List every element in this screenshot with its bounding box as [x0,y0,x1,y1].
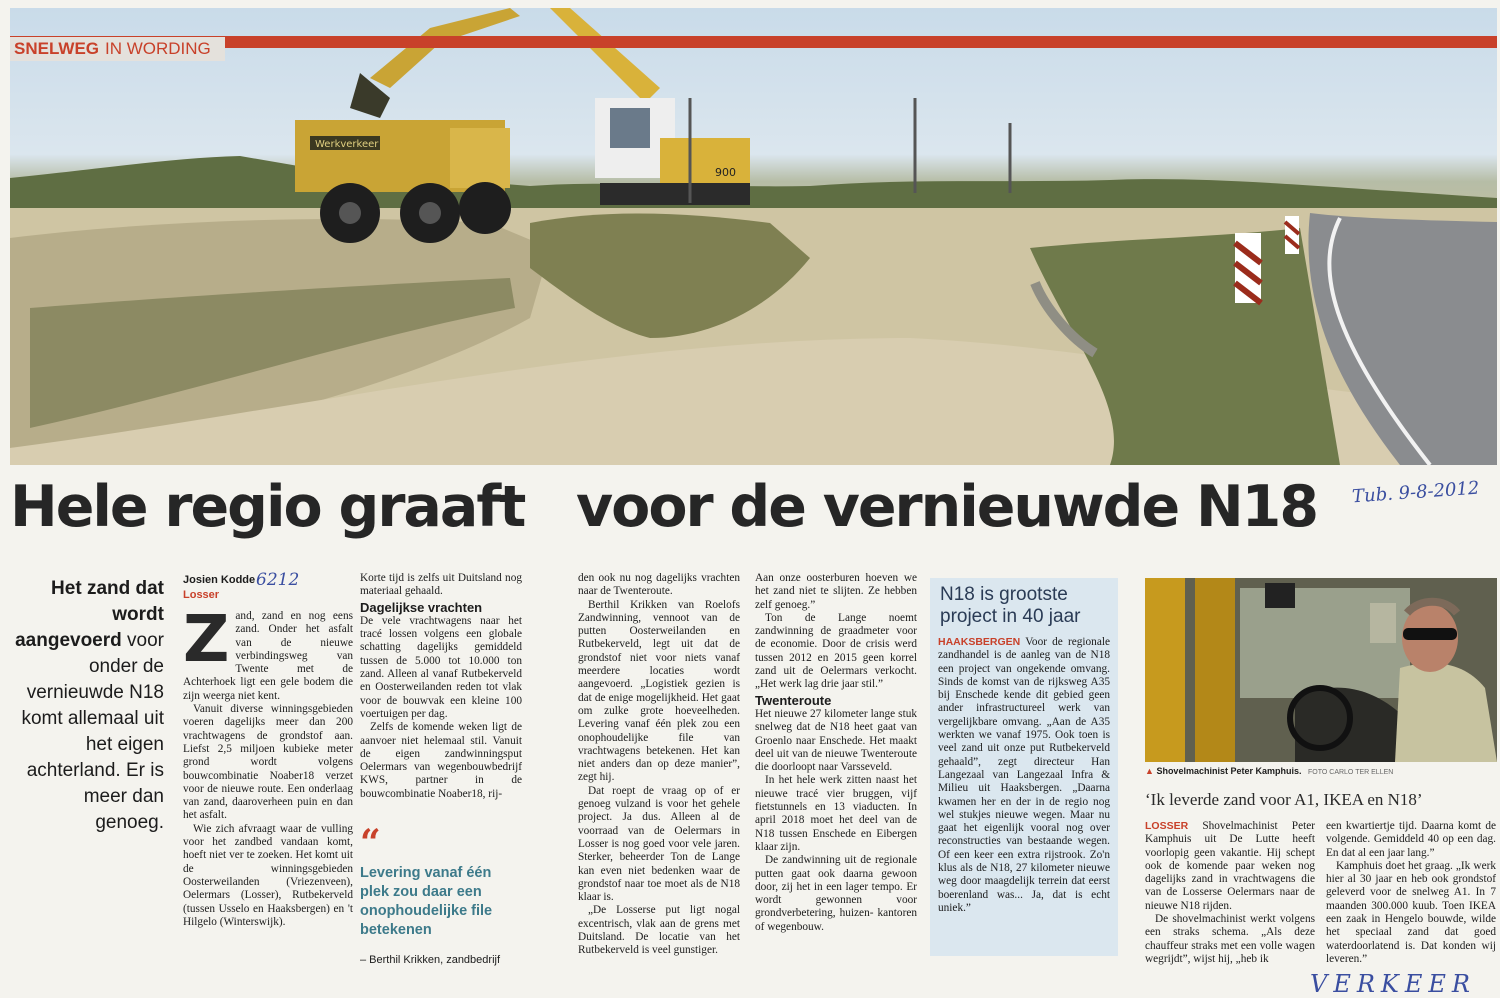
paragraph: den ook nu nog dagelijks vrachten naar de Twenteroute. [578,572,740,598]
paragraph: De vele vrachtwagens naar het tracé lossen volgens een globale schatting dagelijks gemiddeld tussen de 5.000 tot 10.000 ton zand. Alleen al vanaf Rutbekerveld en Oosterweilanden reden tot vlak voor de bouwvak een kleine 100 voertuigen per dag. [360,614,522,720]
section-bar [10,36,1497,48]
subhead: Dagelijkse vrachten [360,599,483,615]
portrait-photo [1145,578,1497,762]
sidebar-text [930,636,1118,915]
paragraph: Vanuit diverse winningsgebieden voeren dagelijks meer dan 200 vrachtwagens de grondstof aan. Liefst 2,5 miljoen kubieke meter grond wordt volgens bouwcombinatie Noaber18 verzet voor de nieuwe route. Een onderlaag van zand, daaroverheen puin en dan het asfalt. [183,703,353,822]
subhead: Twenteroute [755,692,832,708]
construction-scene [10,8,1497,465]
sidebar-title: N18 is grootste project in 40 jaar [940,584,1081,627]
quote-mark-icon: “ [360,822,381,864]
paragraph: Zelfs de komende weken ligt de aanvoer niet helemaal stil. Vanuit de eigen zandwinningsput Oelermars van wegenbouwbedrijf KWS, partner in de bouwcombinatie Noaber18, rij- [360,721,522,800]
article2-column-1 [1145,820,1315,966]
byline [183,574,353,601]
article-column-2 [360,572,522,801]
headline-part-1: Hele regio graaft [10,474,525,540]
intro-bold: Het zand dat wordt aangevoerd [15,578,164,651]
paragraph: „De Losserse put ligt nogal excentrisch, vlak aan de grens met Duitsland. De locatie van het Rutbekerveld is veel gunstiger. [578,904,740,957]
dump-truck [295,120,511,243]
paragraph: Het nieuwe 27 kilometer lange stuk snelweg dat de N18 heet gaat van Groenlo naar Enschede. Het maakt deel uit van de nieuwe Twenteroute die doorloopt naar Varsseveld. [755,707,917,774]
byline-author: Josien Kodde [183,574,256,586]
article-column-4 [755,572,917,934]
kicker-sub: IN WORDING [105,39,211,58]
caption-triangle-icon: ▲ [1145,766,1154,776]
paragraph: Berthil Krikken van Roelofs Zandwinning, vennoot van de putten Oosterweilanden en Rutbekerveld, legt uit dat de grondstof niet voor niets vanaf meerdere locaties wordt aangevoerd. „Logistiek gezien is dat de enige mogelijkheid. Het gaat om zulke grote hoeveelheden. Levering vanaf één plek zou een onophoudelijke file van vrachtwagens betekenen. Het kan niet anders dan op deze manier”, zegt hij. [578,598,740,784]
handwritten-date: Tub. 9-8-2012 [1351,477,1481,508]
paragraph: Ton de Lange noemt zandwinning de graadmeter voor de economie. Door de crisis werd tussen 2012 en 2015 geen korrel zand uit de Oelermars verkocht. „Het werk lag drie jaar stil.” [755,611,917,691]
paragraph: een kwartiertje tijd. Daarna komt de volgende. Gemiddeld 40 op een dag. En dat al een jaar lang.” [1326,820,1496,859]
article2-column-2 [1326,820,1496,966]
machinist-portrait [1145,578,1497,762]
sidebar-place: HAAKSBERGEN [938,636,1021,648]
dropcap: Z [183,603,230,677]
paragraph: Aan onze oosterburen hoeven we het zand niet te slijten. Ze hebben zelf genoeg.” [755,572,917,611]
kicker-main: SNELWEG [14,39,100,58]
quote-text: Levering vanaf één plek zou daar een onophoudelijke file betekenen [360,865,493,938]
photo-credit: FOTO CARLO TER ELLEN [1308,769,1394,776]
sidebar-paragraph: Voor de regionale zandhandel is de aanleg van de N18 een project van ongekende omvang. Sinds de komst van de rijksweg A35 bij Enschede kende dit gebied geen ander infrastructureel werk van vergelijkbare omvang. „Aan de A35 werkten we vanaf 1975. Ook toen is veel zand uit onze put Rutbekerveld gehaald”, zegt directeur Han Langezaal van Langezaal Infra & Milieu uit Haaksbergen. „Daarna kwamen her en der in de regio nog wel stukjes nieuwe wegen. Maar nu gaat het eigenlijk vooral nog over reconstructies van bestaande wegen. Of een keer een extra rijstrook. Zo'n klus als de N18, 27 kilometer nieuwe weg door maagdelijk terrein dat eerst boerenland was... Ja, dat is echt uniek.” [938,636,1110,914]
sidebar-box [930,578,1118,956]
quote-source: – Berthil Krikken, zandbedrijf [360,954,501,966]
paragraph: Dat roept de vraag op of er genoeg vulzand is voor het gehele project. Ja dus. Alleen al de voorraad van de Oelermars in Losser is nog goed voor vele jaren. Sterker, beheerder Ton de Lange kan even niet bedenken waar de grondstof naar toe moet als de N18 klaar is. [578,784,740,904]
headline-part-2: voor de vernieuwde N18 [576,474,1318,540]
sunglasses-icon [1403,628,1457,640]
paragraph: Kamphuis doet het graag. „Ik werk hier al 30 jaar en heb ook grondstof geleverd voor de snelweg A1. In 7 maanden 300.000 kuub. Toen IKEA een zaak in Hengelo bouwde, wilde het speciaal zand dat goed waterdoorlatend is. Dat konden wij leveren.” [1326,859,1496,965]
paragraph: and, zand en nog eens zand. Onder het asfalt van de nieuwe verbindingsweg van Twente met de Achterhoek ligt een gele bodem die zijn weerga niet kent. [183,610,353,702]
paragraph: Shovelmachinist Peter Kamphuis uit De Lutte heeft voorlopig geen vakantie. Hij schept ook de komende paar weken nog dagelijks zand in vrachtwagens die van de Losserse Oelermars naar de nieuwe N18 rijden. [1145,820,1316,912]
paragraph: In het hele werk zitten naast het nieuwe tracé vier bruggen, vijf fietstunnels en 13 viaducten. In april 2018 moet het deel van de N18 tussen Enschede en Eibergen klaar zijn. [755,774,917,853]
paragraph: De shovelmachinist werkt volgens een straks schema. „Als deze chauffeur straks met een volle wagen wegrijdt”, wijst hij, „heb ik [1145,913,1315,965]
photo-caption [1145,766,1497,776]
paragraph: Korte tijd is zelfs uit Duitsland nog materiaal gehaald. [360,572,522,598]
excavator-model-text: 900 [715,166,736,179]
intro-text [12,576,164,836]
article-column-1 [183,603,353,929]
construction-photo [10,8,1497,465]
handwritten-page-number: 6212 [256,570,300,590]
article2-headline: ‘Ik leverde zand voor A1, IKEA en N18’ [1145,790,1423,809]
article2-place: LOSSER [1145,820,1189,832]
article-column-3 [578,572,740,958]
truck-brand-text: Werkverkeer [315,139,379,150]
caption-text: Shovelmachinist Peter Kamphuis. [1156,766,1302,776]
handwritten-tag: VERKEER [1310,970,1476,998]
page-headline [10,474,1350,554]
paragraph: De zandwinning uit de regionale putten gaat ook daarna gewoon door, zij het in een lager tempo. Er wordt gewonnen voor grondverbetering, huizen- kantoren of wegenbouw. [755,854,917,933]
section-kicker [10,37,225,61]
byline-place: Losser [183,589,220,601]
pull-quote [360,822,522,966]
intro-regular: voor onder de vernieuwde N18 komt allemaal uit het eigen achterland. Er is meer dan genoeg. [21,630,164,833]
paragraph: Wie zich afvraagt waar de vulling voor het zandbed vandaan komt, hoeft niet ver te zoeken. Het komt uit de winningsgebieden Oosterweilanden (Vriezenveen), Oelermars (Losser), Rutbekerveld (tussen Usselo en Haaksbergen) en 't Hilgelo (Winterswijk). [183,822,353,928]
